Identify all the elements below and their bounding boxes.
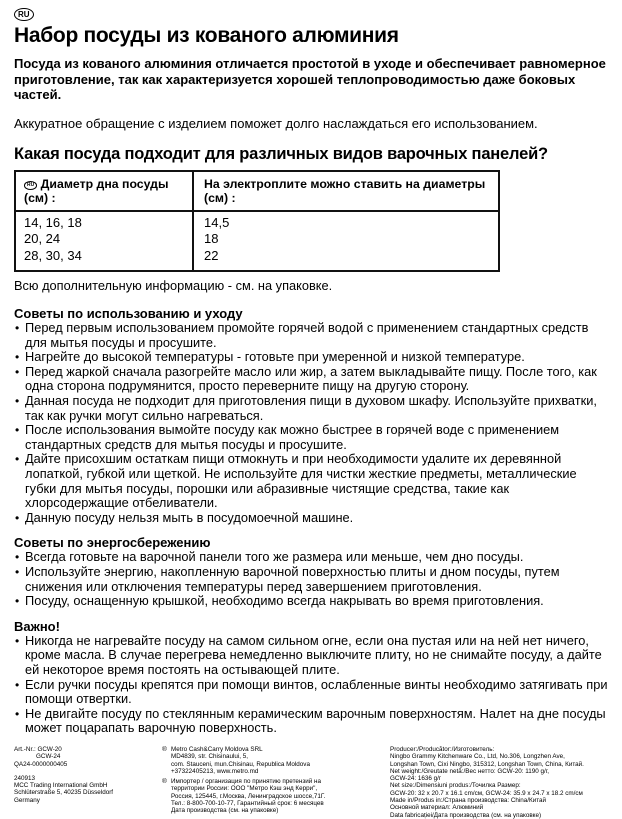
ru-language-badge-icon <box>14 8 34 21</box>
ru-mini-badge-icon <box>24 181 37 190</box>
diameter-cell: 14, 16, 18 <box>24 214 82 230</box>
production-date-line: Data fabricației/Дата производства (см. на упаковке) <box>390 811 542 819</box>
distributor-name-line: MCC Trading International GmbH <box>14 782 108 790</box>
address-line: com. Stauceni, mun.Chisinau, Republica Moldova <box>171 760 310 768</box>
importer-line: Тел.: 8-800-700-10-77, Гарантийный срок: 6 месяцев <box>171 799 324 807</box>
packaging-note: Всю дополнительную информацию - см. на упаковке. <box>14 278 333 294</box>
bullet-item: • После использования вымойте посуду как можно быстрее в горячей воде с применением стандартных средств для мытья посуды и просушите. <box>14 423 608 452</box>
hob-cell: 14,5 <box>204 214 230 230</box>
section-heading-important: Важно! <box>14 618 60 634</box>
hob-cell: 22 <box>204 247 219 263</box>
bullet-item: • Если ручки посуды крепятся при помощи винтов, ослабленные винты необходимо затягивать при помощи отвертки. <box>14 678 608 707</box>
bullet-item: • Всегда готовьте на варочной панели того же размера или меньше, чем дно посуды. <box>14 550 608 565</box>
address-line: MD4839, str. Chisinaului, 5, <box>171 753 248 761</box>
moldova-distributor-block <box>162 746 376 775</box>
bullet-item: • Нагрейте до высокой температуры - готовьте при умеренной и низкой температуре. <box>14 350 608 365</box>
table-header-cell-diameter <box>16 172 194 210</box>
footer-col-producer <box>390 746 608 819</box>
importer-line: Россия, 125445, г.Москва, Ленинградское шоссе,71Г. <box>171 792 326 800</box>
producer-line: Ningbo Grammy Kitchenware Co., Ltd, No.306, Longzhen Ave, <box>390 753 565 761</box>
hob-cell: 18 <box>204 231 219 247</box>
ru-badge-label: RU <box>18 10 30 19</box>
bullet-item: • Посуду, оснащенную крышкой, необходимо всегда накрывать во время приготовления. <box>14 594 608 609</box>
bullet-item: • Дайте присохшим остаткам пищи отмокнуть и при необходимости удалите их деревянной лопаткой, губкой или щеткой. Не используйте для чистки жесткие предметы, металлические губки для мытья посуды, порошки или абразивные чистящие средства, такие как хлорсодержащие отбеливатели. <box>14 452 608 510</box>
page-title: Набор посуды из кованого алюминия <box>14 24 399 47</box>
diameter-column <box>16 212 194 271</box>
intro-paragraph: Посуда из кованого алюминия отличается простотой в уходе и обеспечивает равномерное приготовление, так как характеризуется хорошей теплопроводимостью даже боковых частей. <box>14 56 606 102</box>
diameter-cell: 28, 30, 34 <box>24 247 82 263</box>
section-heading-care: Советы по использованию и уходу <box>14 306 243 322</box>
table-header-row <box>16 172 498 212</box>
importer-line: Дата производства (см. на упаковке) <box>171 807 279 815</box>
producer-line: Longshan Town, Cixi Ningbo, 315312, Longshan Town, China, Китай. <box>390 760 584 768</box>
registered-badge-icon: ® <box>162 745 167 753</box>
material-line: Основной материал: Алюминий <box>390 804 484 812</box>
qa-code-line: QA24-0000000405 <box>14 760 68 768</box>
batch-code-line: 240913 <box>14 774 36 782</box>
section-heading-hob-compatibility: Какая посуда подходит для различных видов варочных панелей? <box>14 144 548 163</box>
bullet-item: • Не двигайте посуду по стеклянным керамическим варочным поверхностям. Налет на дне посуды может поцарапать варочную поверхность. <box>14 707 608 736</box>
table-header-cell-hob <box>194 172 498 210</box>
section-heading-energy: Советы по энергосбережению <box>14 535 211 551</box>
footer-col-distributor <box>162 746 390 819</box>
footer-legal-block <box>14 746 608 819</box>
diameter-header-label: Диаметр дна посуды (см) : <box>24 176 169 206</box>
handling-note: Аккуратное обращение с изделием поможет долго наслаждаться его использованием. <box>14 115 538 131</box>
table-body <box>16 212 498 271</box>
hob-column <box>194 212 498 271</box>
section-care <box>14 306 608 525</box>
net-size-line: GCW-20: 32 x 20.7 x 16.1 cm/см, GCW-24: 35.9 x 24.7 x 18.2 cm/см <box>390 789 583 797</box>
bullet-item: • Данная посуда не подходит для приготовления пищи в духовом шкафу. Используйте прихватки, так как ручки могут сильно нагреваться. <box>14 394 608 423</box>
bullet-item: • Перед первым использованием промойте горячей водой с применением стандартных средств для мытья посуды и просушите. <box>14 321 608 350</box>
registered-badge-icon: ® <box>162 778 167 786</box>
distributor-country-line: Germany <box>14 796 40 804</box>
net-weight-line: Net weight:/Greutate netă:/Вес нетто: GCW-20: 1190 g/г, <box>390 767 550 775</box>
producer-line: Producer:/Producător:/Изготовитель: <box>390 745 495 753</box>
hob-header-label: На электроплите можно ставить на диаметры (см) : <box>204 176 486 206</box>
article-number-line: GCW-24 <box>36 753 61 761</box>
ru-mini-badge-label: RU <box>27 181 35 188</box>
diameter-cell: 20, 24 <box>24 231 61 247</box>
importer-line: территории России: ООО "Метро Кэш энд Керри", <box>171 785 318 793</box>
bullet-item: • Никогда не нагревайте посуду на самом сильном огне, если она пустая или на ней нет ничего, кроме масла. В случае перегрева немедленно выключите плиту, но не снимайте посуду, а дайте ей некоторое время постоять на остывающей плите. <box>14 634 608 678</box>
net-weight-line: GCW-24: 1636 g/г <box>390 775 442 783</box>
energy-bullet-list <box>14 550 608 608</box>
company-line: Metro Cash&Carry Moldova SRL <box>171 745 263 753</box>
section-important <box>14 619 608 736</box>
net-size-line: Net size:/Dimensiuni produs:/Точилка Размер: <box>390 782 521 790</box>
article-number-line: Art.-Nr.: GCW-20 <box>14 745 62 753</box>
care-bullet-list <box>14 321 608 525</box>
hob-compatibility-table <box>14 170 500 273</box>
instruction-sheet <box>14 6 608 819</box>
section-energy <box>14 535 608 608</box>
distributor-address-line: Schlüterstraße 5, 40235 Düsseldorf <box>14 789 114 797</box>
footer-col-article <box>14 746 162 819</box>
important-bullet-list <box>14 634 608 736</box>
bullet-item: • Используйте энергию, накопленную варочной поверхностью плиты и дном посуды, путем снижения или отключения температуры перед завершением приготовления. <box>14 565 608 594</box>
importer-line: Импортер / организация по принятию претензий на <box>171 778 322 786</box>
made-in-line: Made in/Produs in:/Страна производства: China/Китай <box>390 796 547 804</box>
contact-line: +37322405213, www.metro.md <box>171 767 259 775</box>
bullet-item: • Перед жаркой сначала разогрейте масло или жир, а затем выкладывайте пищу. После того, как одна сторона подрумянится, просто переверните пищу на другую сторону. <box>14 365 608 394</box>
spacer <box>14 768 162 775</box>
bullet-item: • Данную посуду нельзя мыть в посудомоечной машине. <box>14 511 608 526</box>
russia-importer-block <box>162 778 376 814</box>
